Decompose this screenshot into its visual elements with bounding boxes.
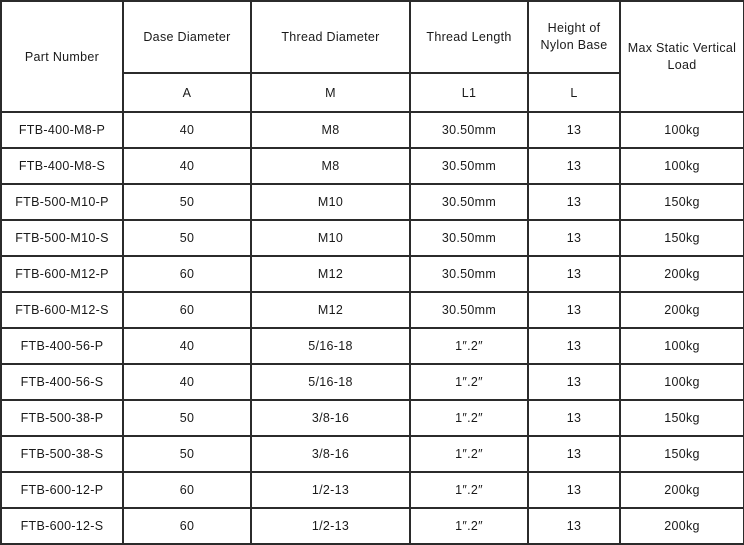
thread-length-cell: 30.50mm (410, 292, 528, 328)
thread-diameter-cell: 5/16-18 (251, 364, 410, 400)
nylon-height-cell: 13 (528, 220, 620, 256)
symbol-nylon-height: L (528, 73, 620, 112)
thread-diameter-cell: 5/16-18 (251, 328, 410, 364)
symbol-thread-length: L1 (410, 73, 528, 112)
part-number-cell: FTB-500-38-S (1, 436, 123, 472)
table-row (1, 328, 744, 364)
thread-length-cell: 30.50mm (410, 256, 528, 292)
nylon-height-cell: 13 (528, 400, 620, 436)
base-diameter-cell: 40 (123, 364, 251, 400)
part-number-cell: FTB-600-12-S (1, 508, 123, 544)
thread-length-cell: 30.50mm (410, 220, 528, 256)
max-load-cell: 150kg (620, 436, 744, 472)
thread-diameter-cell: M10 (251, 184, 410, 220)
nylon-height-cell: 13 (528, 256, 620, 292)
symbol-base-diameter: A (123, 73, 251, 112)
thread-diameter-cell: 3/8-16 (251, 400, 410, 436)
base-diameter-cell: 40 (123, 328, 251, 364)
table-row (1, 472, 744, 508)
base-diameter-cell: 50 (123, 400, 251, 436)
nylon-height-cell: 13 (528, 328, 620, 364)
nylon-height-cell: 13 (528, 184, 620, 220)
thread-diameter-cell: M8 (251, 148, 410, 184)
header-row (1, 1, 744, 73)
max-load-cell: 150kg (620, 400, 744, 436)
header-max-load: Max Static Vertical Load (620, 1, 744, 112)
thread-length-cell: 1″.2″ (410, 472, 528, 508)
part-number-cell: FTB-600-12-P (1, 472, 123, 508)
thread-length-cell: 1″.2″ (410, 400, 528, 436)
header-thread-diameter: Thread Diameter (251, 1, 410, 73)
thread-length-cell: 1″.2″ (410, 436, 528, 472)
max-load-cell: 200kg (620, 472, 744, 508)
table-row (1, 508, 744, 544)
part-number-cell: FTB-400-56-S (1, 364, 123, 400)
base-diameter-cell: 60 (123, 292, 251, 328)
max-load-cell: 200kg (620, 256, 744, 292)
header-thread-length: Thread Length (410, 1, 528, 73)
table-row (1, 292, 744, 328)
table-row (1, 112, 744, 148)
base-diameter-cell: 60 (123, 472, 251, 508)
thread-diameter-cell: M10 (251, 220, 410, 256)
table-row (1, 184, 744, 220)
base-diameter-cell: 60 (123, 508, 251, 544)
base-diameter-cell: 40 (123, 112, 251, 148)
thread-diameter-cell: 3/8-16 (251, 436, 410, 472)
header-part-number: Part Number (1, 1, 123, 112)
table-row (1, 256, 744, 292)
part-number-cell: FTB-400-56-P (1, 328, 123, 364)
thread-length-cell: 30.50mm (410, 112, 528, 148)
nylon-height-cell: 13 (528, 472, 620, 508)
part-number-cell: FTB-600-M12-P (1, 256, 123, 292)
max-load-cell: 100kg (620, 364, 744, 400)
part-number-cell: FTB-500-M10-S (1, 220, 123, 256)
table-row (1, 400, 744, 436)
max-load-cell: 100kg (620, 148, 744, 184)
table-row (1, 436, 744, 472)
base-diameter-cell: 50 (123, 220, 251, 256)
part-number-cell: FTB-400-M8-P (1, 112, 123, 148)
base-diameter-cell: 50 (123, 436, 251, 472)
nylon-height-cell: 13 (528, 148, 620, 184)
header-nylon-height: Height of Nylon Base (528, 1, 620, 73)
nylon-height-cell: 13 (528, 364, 620, 400)
symbol-thread-diameter: M (251, 73, 410, 112)
max-load-cell: 100kg (620, 112, 744, 148)
table-row (1, 148, 744, 184)
part-number-cell: FTB-500-M10-P (1, 184, 123, 220)
thread-diameter-cell: M12 (251, 292, 410, 328)
max-load-cell: 200kg (620, 292, 744, 328)
thread-length-cell: 1″.2″ (410, 328, 528, 364)
nylon-height-cell: 13 (528, 508, 620, 544)
max-load-cell: 150kg (620, 220, 744, 256)
thread-diameter-cell: M12 (251, 256, 410, 292)
thread-length-cell: 30.50mm (410, 148, 528, 184)
part-number-cell: FTB-500-38-P (1, 400, 123, 436)
max-load-cell: 150kg (620, 184, 744, 220)
part-number-cell: FTB-600-M12-S (1, 292, 123, 328)
thread-diameter-cell: 1/2-13 (251, 472, 410, 508)
thread-length-cell: 30.50mm (410, 184, 528, 220)
base-diameter-cell: 50 (123, 184, 251, 220)
table-row (1, 220, 744, 256)
max-load-cell: 200kg (620, 508, 744, 544)
thread-diameter-cell: M8 (251, 112, 410, 148)
base-diameter-cell: 40 (123, 148, 251, 184)
max-load-cell: 100kg (620, 328, 744, 364)
part-number-cell: FTB-400-M8-S (1, 148, 123, 184)
nylon-height-cell: 13 (528, 436, 620, 472)
thread-length-cell: 1″.2″ (410, 508, 528, 544)
header-base-diameter: Dase Diameter (123, 1, 251, 73)
table-row (1, 364, 744, 400)
base-diameter-cell: 60 (123, 256, 251, 292)
thread-diameter-cell: 1/2-13 (251, 508, 410, 544)
nylon-height-cell: 13 (528, 112, 620, 148)
nylon-height-cell: 13 (528, 292, 620, 328)
thread-length-cell: 1″.2″ (410, 364, 528, 400)
